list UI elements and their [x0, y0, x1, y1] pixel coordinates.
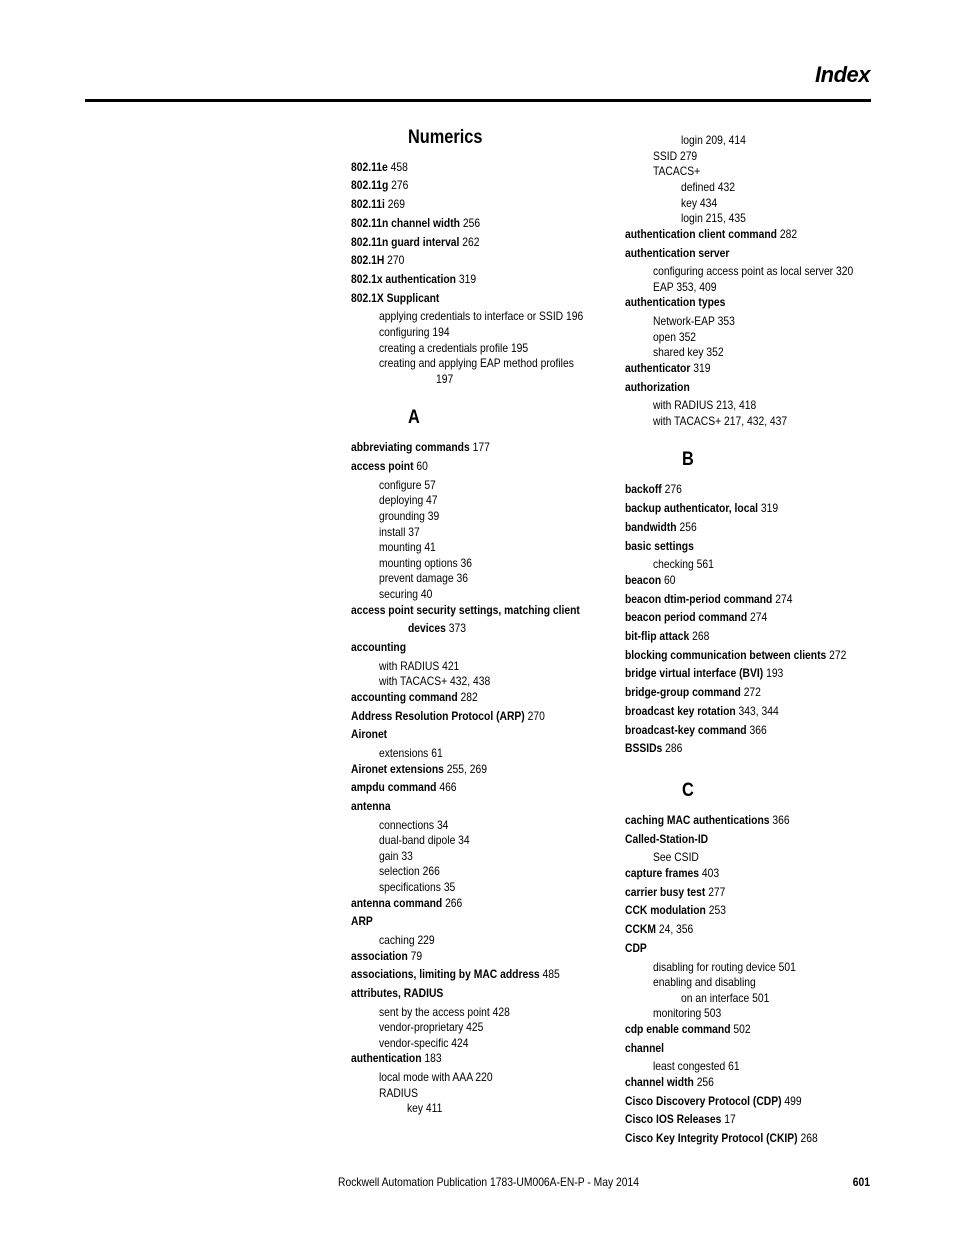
index-subentry: with TACACS+ 432, 438 — [379, 674, 491, 688]
section-heading: Numerics — [408, 127, 483, 148]
index-entry: CCKM 24, 356 — [625, 922, 694, 936]
index-entry: Called-Station-ID — [625, 832, 709, 846]
index-entry: association 79 — [351, 949, 423, 963]
index-entry: Cisco IOS Releases 17 — [625, 1112, 736, 1126]
index-entry: accounting command 282 — [351, 690, 478, 704]
index-subentry: gain 33 — [379, 849, 413, 863]
index-entry: backup authenticator, local 319 — [625, 501, 779, 515]
index-subentry: applying credentials to interface or SSID 196 — [379, 309, 584, 323]
index-subentry: specifications 35 — [379, 880, 456, 894]
index-subentry: open 352 — [653, 330, 697, 344]
index-entry: authentication client command 282 — [625, 227, 798, 241]
index-entry: Aironet extensions 255, 269 — [351, 762, 487, 776]
index-entry: 802.11g 276 — [351, 178, 409, 192]
index-subentry: configure 57 — [379, 478, 436, 492]
index-entry: CCK modulation 253 — [625, 903, 726, 917]
index-entry: channel — [625, 1041, 665, 1055]
index-entry: beacon period command 274 — [625, 610, 768, 624]
page-title: Index — [815, 62, 870, 87]
index-entry: access point security settings, matching client — [351, 603, 580, 617]
index-subentry: See CSID — [653, 850, 699, 864]
index-subentry: key 411 — [407, 1101, 443, 1115]
section-heading: B — [682, 449, 694, 470]
index-entry: antenna — [351, 799, 391, 813]
index-entry: carrier busy test 277 — [625, 885, 726, 899]
index-subentry: prevent damage 36 — [379, 571, 468, 585]
index-entry: authentication types — [625, 295, 726, 309]
index-subentry: grounding 39 — [379, 509, 440, 523]
index-entry: Cisco Discovery Protocol (CDP) 499 — [625, 1094, 802, 1108]
index-subentry: securing 40 — [379, 587, 433, 601]
index-entry: basic settings — [625, 539, 694, 553]
index-entry: attributes, RADIUS — [351, 986, 444, 1000]
index-entry: cdp enable command 502 — [625, 1022, 751, 1036]
index-subentry: vendor-specific 424 — [379, 1036, 469, 1050]
index-entry: abbreviating commands 177 — [351, 440, 490, 454]
index-subentry: TACACS+ — [653, 164, 701, 178]
index-subentry: RADIUS — [379, 1086, 418, 1100]
index-entry: 802.11e 458 — [351, 160, 408, 174]
index-entry: ampdu command 466 — [351, 780, 457, 794]
index-subentry: defined 432 — [681, 180, 735, 194]
index-subentry: connections 34 — [379, 818, 449, 832]
index-entry: 802.1x authentication 319 — [351, 272, 477, 286]
index-subentry: login 209, 414 — [681, 133, 746, 147]
index-entry: Cisco Key Integrity Protocol (CKIP) 268 — [625, 1131, 818, 1145]
index-entry: access point 60 — [351, 459, 428, 473]
index-entry: broadcast-key command 366 — [625, 723, 767, 737]
section-heading: A — [408, 407, 420, 428]
index-entry: authentication server — [625, 246, 730, 260]
index-subentry: shared key 352 — [653, 345, 724, 359]
index-entry-continued: devices 373 — [408, 621, 466, 635]
index-subentry: sent by the access point 428 — [379, 1005, 510, 1019]
index-entry: caching MAC authentications 366 — [625, 813, 790, 827]
index-entry: channel width 256 — [625, 1075, 714, 1089]
index-entry: bandwidth 256 — [625, 520, 697, 534]
index-subentry: caching 229 — [379, 933, 435, 947]
index-subentry: with RADIUS 421 — [379, 659, 460, 673]
index-subentry: deploying 47 — [379, 493, 438, 507]
index-subentry: least congested 61 — [653, 1059, 740, 1073]
index-entry: bridge virtual interface (BVI) 193 — [625, 666, 784, 680]
index-entry: BSSIDs 286 — [625, 741, 683, 755]
index-entry: authorization — [625, 380, 690, 394]
index-subentry: enabling and disabling — [653, 975, 756, 989]
index-subentry: disabling for routing device 501 — [653, 960, 796, 974]
index-entry: associations, limiting by MAC address 485 — [351, 967, 560, 981]
index-subentry: SSID 279 — [653, 149, 698, 163]
index-subentry: EAP 353, 409 — [653, 280, 717, 294]
index-entry: accounting — [351, 640, 407, 654]
index-subentry: extensions 61 — [379, 746, 443, 760]
index-subentry: local mode with AAA 220 — [379, 1070, 493, 1084]
index-entry: antenna command 266 — [351, 896, 463, 910]
section-heading: C — [682, 780, 694, 801]
index-subentry: checking 561 — [653, 557, 714, 571]
index-subentry: creating a credentials profile 195 — [379, 341, 529, 355]
index-entry: Address Resolution Protocol (ARP) 270 — [351, 709, 545, 723]
index-subentry: creating and applying EAP method profiles — [379, 356, 574, 370]
index-subentry: selection 266 — [379, 864, 440, 878]
index-subentry: configuring 194 — [379, 325, 450, 339]
index-entry: blocking communication between clients 272 — [625, 648, 847, 662]
index-entry: 802.11n channel width 256 — [351, 216, 481, 230]
page-number: 601 — [852, 1175, 870, 1189]
index-entry: authentication 183 — [351, 1051, 442, 1065]
index-entry: ARP — [351, 914, 373, 928]
index-entry: 802.11n guard interval 262 — [351, 235, 480, 249]
index-entry: capture frames 403 — [625, 866, 720, 880]
index-subentry: key 434 — [681, 196, 718, 210]
index-entry: 802.11i 269 — [351, 197, 405, 211]
index-subentry: Network-EAP 353 — [653, 314, 735, 328]
index-entry: backoff 276 — [625, 482, 682, 496]
header-rule — [85, 99, 871, 102]
index-subentry: mounting options 36 — [379, 556, 472, 570]
index-subentry: dual-band dipole 34 — [379, 833, 470, 847]
index-entry: broadcast key rotation 343, 344 — [625, 704, 779, 718]
index-entry: authenticator 319 — [625, 361, 711, 375]
index-subentry: monitoring 503 — [653, 1006, 722, 1020]
index-subentry: install 37 — [379, 525, 420, 539]
index-entry: 802.1H 270 — [351, 253, 405, 267]
index-entry: 802.1X Supplicant — [351, 291, 440, 305]
index-subentry: login 215, 435 — [681, 211, 746, 225]
index-entry: beacon 60 — [625, 573, 676, 587]
index-subentry: on an interface 501 — [681, 991, 770, 1005]
index-entry: bridge-group command 272 — [625, 685, 761, 699]
index-subentry: vendor-proprietary 425 — [379, 1020, 484, 1034]
footer-publication: Rockwell Automation Publication 1783-UM006A-EN-P - May 2014 — [338, 1175, 639, 1189]
index-subentry: with RADIUS 213, 418 — [653, 398, 757, 412]
index-entry: Aironet — [351, 727, 388, 741]
index-subentry: 197 — [436, 372, 454, 386]
index-entry: CDP — [625, 941, 647, 955]
index-subentry: mounting 41 — [379, 540, 436, 554]
index-subentry: with TACACS+ 217, 432, 437 — [653, 414, 788, 428]
index-subentry: configuring access point as local server 320 — [653, 264, 854, 278]
index-entry: beacon dtim-period command 274 — [625, 592, 793, 606]
index-entry: bit-flip attack 268 — [625, 629, 710, 643]
